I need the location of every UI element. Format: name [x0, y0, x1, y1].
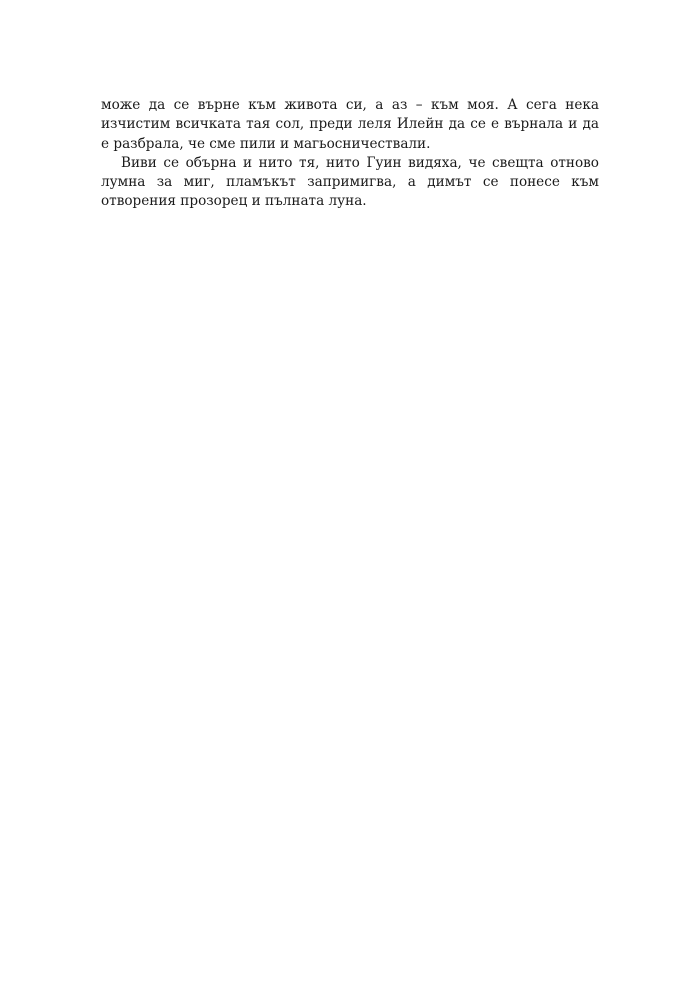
body-text — [101, 96, 599, 212]
paragraph-1: може да се върне към живота си, а аз – към моя. А сега нека изчистим всичката тая сол, преди леля Илейн да се е върнала и да е разбрала, че сме пили и магьосничествали. — [101, 97, 599, 152]
paragraph-2: Виви се обърна и нито тя, нито Гуин видяха, че свещта отново лумна за миг, пламъкът запримигва, а димът се понесе към отворения прозорец и пълната луна. — [101, 154, 599, 210]
